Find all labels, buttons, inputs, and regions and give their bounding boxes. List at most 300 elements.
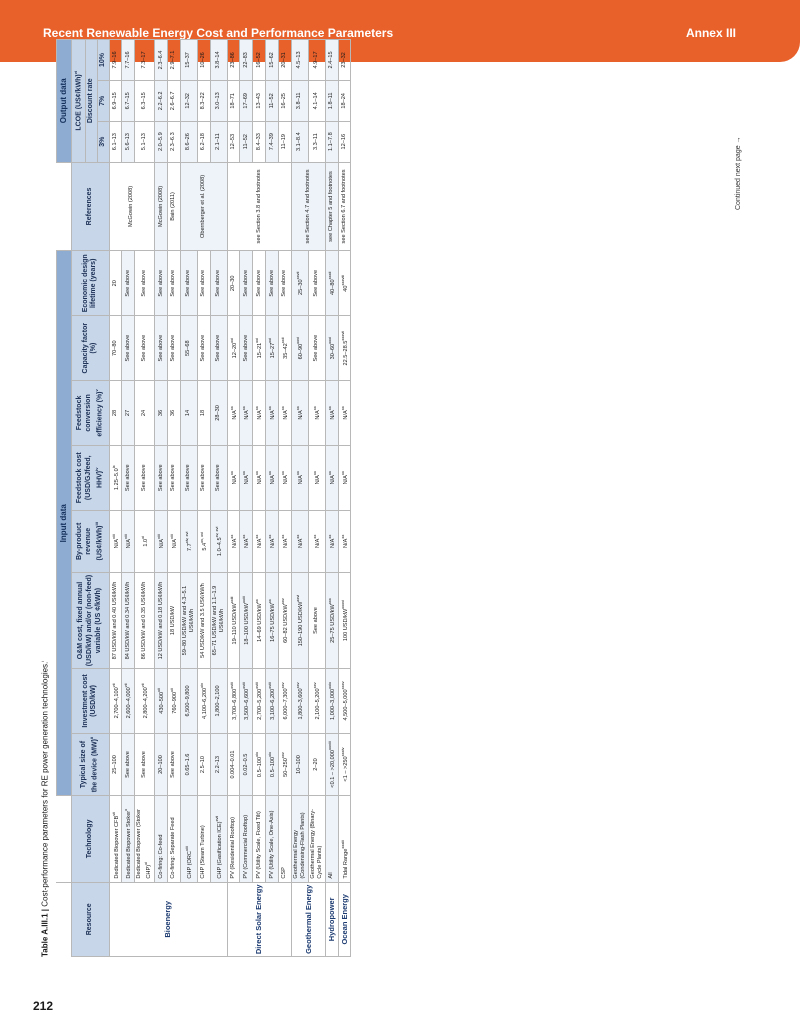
feedstock-cost-value: N/A — [329, 475, 336, 485]
investment-value: 4,500–5,000 — [342, 689, 349, 721]
lcoe-l3-cell: 6.2–18 — [197, 121, 210, 162]
resource-cell-bioenergy: Bioenergy — [109, 882, 227, 956]
byproduct-footnote: xx — [241, 534, 247, 539]
lcoe-l3-cell: 2.0–5.9 — [155, 121, 168, 162]
byproduct-value: N/A — [231, 538, 238, 548]
investment-value: 6,000–7,300 — [282, 688, 289, 720]
size-cell — [227, 733, 240, 795]
feedstock-cost-cell — [210, 445, 227, 510]
byproduct-cell — [266, 510, 279, 572]
capacity-cell — [338, 316, 351, 381]
investment-footnote: xviii — [241, 682, 247, 689]
feedstock-cost-value: See above — [200, 464, 207, 492]
byproduct-footnote: xv, xvi — [198, 532, 204, 543]
capacity-value: 55–68 — [185, 340, 192, 356]
size-cell — [291, 733, 308, 795]
efficiency-footnote: xx — [326, 406, 332, 411]
size-cell — [135, 733, 155, 795]
efficiency-footnote: xx — [267, 406, 273, 411]
om-cell — [122, 573, 135, 669]
capacity-value: See above — [200, 334, 207, 362]
resource-cell-solar: Direct Solar Energy — [227, 882, 291, 956]
lcoe-l3-cell: 7.4–39 — [266, 121, 279, 162]
col-lcoe — [72, 40, 86, 163]
lifetime-value: 25–30 — [297, 279, 304, 295]
technology-value: Dedicated Biopower (Stoker CHP) — [136, 808, 153, 879]
byproduct-value: N/A — [329, 538, 336, 548]
lcoe-l7-cell: 18–71 — [227, 80, 240, 121]
caption-label: Table A.III.1 | — [40, 908, 50, 957]
lcoe-l3-cell: 3.1–8.4 — [291, 121, 308, 162]
investment-cell — [227, 669, 240, 734]
investment-footnote: xiv — [198, 682, 204, 688]
lifetime-cell — [266, 251, 279, 316]
capacity-cell — [135, 316, 155, 381]
lifetime-value: 20–30 — [229, 275, 236, 292]
capacity-value: 15–27 — [269, 342, 276, 359]
investment-value: 3,100–6,200 — [269, 688, 276, 720]
capacity-footnote: xxvi — [294, 336, 300, 344]
technology-value: PV (Commercial Rooftop) — [242, 814, 249, 879]
lifetime-cell — [325, 251, 338, 316]
technology-cell — [210, 796, 227, 882]
lifetime-value: See above — [141, 269, 148, 297]
lcoe-l7-cell: 18–24 — [338, 80, 351, 121]
byproduct-cell — [278, 510, 291, 572]
technology-footnote: xvii — [213, 815, 219, 822]
om-cell — [210, 573, 227, 669]
byproduct-value: 1.0–4.5 — [216, 537, 223, 557]
size-cell — [266, 733, 279, 795]
om-footnote: xxiii — [228, 596, 234, 604]
byproduct-value: N/A — [297, 538, 304, 548]
feedstock-cost-footnote: xx — [228, 471, 234, 476]
lcoe-l10-cell: 23–86 — [227, 40, 240, 81]
om-value: 16–75 USD/kW — [269, 603, 276, 642]
capacity-value: 70–80 — [112, 340, 118, 356]
technology-cell — [266, 796, 279, 882]
size-value: 50–250 — [282, 758, 289, 777]
efficiency-cell — [338, 381, 351, 446]
efficiency-cell — [227, 381, 240, 446]
page-number: 212 — [33, 999, 54, 1013]
size-footnote: xix — [254, 751, 260, 757]
capacity-cell — [122, 316, 135, 381]
col-efficiency-label: Feedstock conversion efficiency (%) — [76, 391, 103, 437]
lcoe-l3-cell: 12–16 — [338, 121, 351, 162]
size-cell — [253, 733, 266, 795]
om-cell — [197, 573, 210, 669]
capacity-footnote: xxi — [228, 337, 234, 343]
efficiency-value: 27 — [124, 409, 131, 417]
feedstock-cost-footnote: ix — [110, 465, 116, 469]
feedstock-cost-footnote: xx — [326, 471, 332, 476]
lcoe-l3-cell: 11–19 — [278, 121, 291, 162]
technology-value: CHP (Gasification ICE) — [216, 821, 223, 879]
byproduct-footnote: xx — [339, 534, 345, 539]
investment-cell — [291, 669, 308, 734]
lcoe-l3-cell: 8.4–33 — [253, 121, 266, 162]
feedstock-cost-cell — [227, 445, 240, 510]
col-byproduct-mark: iii — [93, 522, 99, 526]
col-feedstock-cost — [72, 445, 110, 510]
capacity-cell — [109, 316, 122, 381]
cost-performance-table — [56, 39, 351, 957]
byproduct-footnote: viii — [156, 534, 162, 540]
feedstock-cost-cell — [155, 445, 168, 510]
efficiency-value: 36 — [170, 409, 177, 417]
byproduct-footnote: xx — [294, 534, 300, 539]
byproduct-cell — [109, 510, 122, 572]
investment-cell — [338, 669, 351, 734]
lcoe-l10-cell: 23–32 — [338, 40, 351, 81]
col-size-label: Typical size of the device (MW) — [80, 739, 99, 793]
capacity-cell — [155, 316, 168, 381]
feedstock-cost-value: N/A — [282, 475, 289, 485]
lifetime-value: See above — [215, 269, 222, 297]
size-footnote: xxxiv — [339, 747, 345, 757]
size-value: <1 – >250 — [342, 756, 349, 782]
om-footnote: xxvi — [294, 594, 300, 602]
lcoe-l7-cell: 11–52 — [266, 80, 279, 121]
om-value: 86 USD/kW and 0.35 US¢/kWh — [141, 581, 148, 660]
size-cell — [308, 733, 325, 795]
col-references: References — [72, 162, 110, 251]
lcoe-l10-cell: 15–62 — [266, 40, 279, 81]
efficiency-value: 36 — [157, 409, 164, 417]
feedstock-cost-footnote: xx — [279, 471, 285, 476]
lifetime-cell — [122, 251, 135, 316]
capacity-value: 22.5–28.5 — [342, 340, 349, 366]
efficiency-value: N/A — [314, 410, 321, 420]
feedstock-cost-value: See above — [141, 464, 148, 492]
col-byproduct — [72, 510, 110, 572]
technology-value: Geothermal Energy (Condensing-Flash Plants) — [292, 812, 306, 879]
feedstock-cost-value: N/A — [269, 475, 276, 485]
investment-value: 1,800–2,100 — [215, 685, 222, 717]
technology-footnote: x — [123, 808, 129, 811]
col-efficiency — [72, 381, 110, 446]
feedstock-cost-cell — [167, 445, 180, 510]
capacity-cell — [278, 316, 291, 381]
size-footnote: xxv — [279, 752, 285, 759]
byproduct-value: N/A — [171, 539, 178, 549]
investment-cell — [155, 669, 168, 734]
references-cell: see Section 3.8 and footnotes — [227, 162, 291, 251]
table-row — [155, 40, 168, 957]
size-footnote: xix — [267, 751, 273, 757]
investment-footnote: xii — [156, 688, 162, 692]
size-cell — [325, 733, 338, 795]
capacity-cell — [266, 316, 279, 381]
feedstock-cost-value: See above — [157, 464, 164, 492]
capacity-cell — [210, 316, 227, 381]
size-cell — [210, 733, 227, 795]
lifetime-value: See above — [185, 269, 192, 297]
investment-cell — [278, 669, 291, 734]
size-value: 0.5–100 — [269, 756, 276, 778]
references-cell: see Chapter 5 and footnotes — [325, 162, 338, 251]
lifetime-cell — [167, 251, 180, 316]
capacity-cell — [253, 316, 266, 381]
lifetime-cell — [227, 251, 240, 316]
lcoe-l10-cell: 10–26 — [197, 40, 210, 81]
references-cell: McGowin (2008) — [109, 162, 155, 251]
feedstock-cost-value: N/A — [342, 475, 349, 485]
lcoe-l10-cell: 22–83 — [240, 40, 253, 81]
corner-cell-2 — [57, 796, 72, 882]
header-title: Recent Renewable Energy Cost and Performance Parameters — [43, 26, 394, 40]
lcoe-l10-cell: 2.4–15 — [325, 40, 338, 81]
lcoe-l10-cell: 7.3–17 — [135, 40, 155, 81]
byproduct-value: N/A — [314, 538, 321, 548]
feedstock-cost-cell — [278, 445, 291, 510]
investment-footnote: vii — [110, 683, 116, 688]
col-efficiency-mark: v — [93, 389, 99, 392]
technology-value: PV (Utility Scale, Fixed Tilt) — [255, 811, 262, 879]
byproduct-cell — [227, 510, 240, 572]
efficiency-value: 14 — [185, 409, 192, 417]
technology-cell — [308, 796, 325, 882]
efficiency-cell — [180, 381, 197, 446]
efficiency-cell — [135, 381, 155, 446]
caption-footnote: i — [40, 660, 45, 662]
investment-cell — [167, 669, 180, 734]
byproduct-cell — [338, 510, 351, 572]
lcoe-l3-cell: 5.1–13 — [135, 121, 155, 162]
capacity-cell — [167, 316, 180, 381]
lifetime-cell — [278, 251, 291, 316]
references-cell: see Section 4.7 and footnotes — [291, 162, 325, 251]
feedstock-cost-value: 1.25–5.0 — [113, 468, 120, 491]
technology-cell — [180, 796, 197, 882]
technology-cell — [155, 796, 168, 882]
capacity-value: See above — [170, 334, 177, 362]
technology-footnote: vii — [110, 812, 116, 816]
lcoe-l3-cell: 2.3–6.3 — [167, 121, 180, 162]
corner-cell — [57, 882, 72, 956]
feedstock-cost-cell — [109, 445, 122, 510]
investment-value: 430–500 — [158, 691, 165, 714]
size-cell — [278, 733, 291, 795]
technology-cell — [227, 796, 240, 882]
capacity-footnote: xxxi — [326, 336, 332, 344]
table-row — [167, 40, 180, 957]
byproduct-cell — [308, 510, 325, 572]
capacity-value: See above — [242, 334, 249, 362]
om-value: 100 USD/kW — [342, 608, 349, 642]
lifetime-cell — [291, 251, 308, 316]
technology-footnote: xiii — [183, 846, 189, 852]
capacity-value: See above — [157, 334, 164, 362]
size-cell — [240, 733, 253, 795]
investment-cell — [210, 669, 227, 734]
efficiency-footnote: xx — [241, 406, 247, 411]
feedstock-cost-value: See above — [170, 464, 177, 492]
byproduct-footnote: xx — [326, 534, 332, 539]
capacity-value: See above — [124, 334, 131, 362]
byproduct-value: 7.7 — [186, 543, 193, 552]
feedstock-cost-cell — [253, 445, 266, 510]
om-footnote: xxx — [326, 598, 332, 605]
om-cell — [338, 573, 351, 669]
om-value: 25–75 USD/kW — [329, 604, 336, 643]
investment-value: 2,700–4,100 — [113, 687, 120, 719]
lifetime-value: See above — [124, 269, 131, 297]
col-feedstock-mark: iv — [93, 467, 99, 471]
lcoe-l7-cell: 1.8–11 — [325, 80, 338, 121]
col-lifetime: Economic design lifetime (years) — [72, 251, 110, 316]
technology-cell — [325, 796, 338, 882]
efficiency-cell — [253, 381, 266, 446]
investment-footnote: xii — [168, 688, 174, 692]
lifetime-cell — [135, 251, 155, 316]
investment-value: 1,800–3,600 — [297, 688, 304, 720]
om-cell — [253, 573, 266, 669]
investment-value: 760–900 — [171, 691, 178, 714]
efficiency-value: N/A — [231, 410, 238, 420]
byproduct-cell — [210, 510, 227, 572]
feedstock-cost-value: N/A — [257, 475, 264, 485]
technology-value: CSP — [281, 867, 288, 879]
lcoe-l10-cell: 7.7–16 — [122, 40, 135, 81]
feedstock-cost-cell — [240, 445, 253, 510]
size-cell — [109, 733, 122, 795]
lifetime-cell — [210, 251, 227, 316]
capacity-footnote: xxii — [279, 337, 285, 344]
feedstock-cost-footnote: xx — [311, 471, 317, 476]
capacity-cell — [308, 316, 325, 381]
capacity-cell — [291, 316, 308, 381]
byproduct-footnote: xv, xvi — [213, 526, 219, 538]
om-cell — [325, 573, 338, 669]
efficiency-footnote: xx — [279, 406, 285, 411]
capacity-cell — [227, 316, 240, 381]
table-row — [227, 40, 240, 957]
references-cell: Obernberger et al. (2008) — [180, 162, 227, 251]
col-investment: Investment cost (USD/kW) — [72, 669, 110, 734]
om-value: 18–100 USD/kW — [244, 603, 251, 645]
lifetime-footnote: xxxviii — [339, 274, 345, 286]
investment-value: 2,700–5,200 — [257, 688, 264, 720]
byproduct-footnote: xx — [311, 534, 317, 539]
om-cell — [109, 573, 122, 669]
byproduct-value: N/A — [257, 538, 264, 548]
technology-footnote: xi — [143, 862, 149, 865]
byproduct-cell — [197, 510, 210, 572]
feedstock-cost-footnote: xx — [254, 471, 260, 476]
investment-footnote: vii — [123, 683, 129, 688]
lcoe-l7-cell: 6.7–15 — [122, 80, 135, 121]
col-lcoe-mark: vi — [73, 70, 78, 75]
references-group-spacer — [57, 162, 72, 251]
lifetime-cell — [109, 251, 122, 316]
feedstock-cost-cell — [122, 445, 135, 510]
investment-cell — [253, 669, 266, 734]
size-cell — [122, 733, 135, 795]
col-size-mark: ii — [89, 736, 95, 739]
om-cell — [291, 573, 308, 669]
byproduct-value: 1.0 — [142, 538, 149, 547]
size-value: 0.5–100 — [257, 756, 264, 778]
byproduct-cell — [122, 510, 135, 572]
lcoe-l3-cell: 1.1–7.8 — [325, 121, 338, 162]
byproduct-footnote: xx — [267, 534, 273, 539]
lcoe-l7-cell: 12–32 — [180, 80, 197, 121]
capacity-value: 35–42 — [282, 343, 289, 359]
investment-footnote: xviii — [228, 682, 234, 689]
byproduct-cell — [291, 510, 308, 572]
efficiency-cell — [155, 381, 168, 446]
lcoe-l10-cell: 7.9–16 — [109, 40, 122, 81]
table-caption — [40, 661, 50, 957]
size-value: 0.02–0.5 — [242, 753, 249, 776]
efficiency-cell — [122, 381, 135, 446]
byproduct-cell — [135, 510, 155, 572]
references-cell: see Section 6.7 and footnotes — [338, 162, 351, 251]
capacity-value: 12–20 — [231, 342, 238, 359]
byproduct-footnote: xi — [139, 536, 145, 539]
lcoe-l3-cell: 6.1–13 — [109, 121, 122, 162]
om-value: 87 USD/kW and 0.40 US¢/kWh — [112, 581, 118, 660]
technology-footnote: xxxiii — [339, 839, 345, 849]
resource-cell-geothermal: Geothermal Energy — [291, 882, 325, 956]
technology-value: Geothermal Energy (Binary-Cycle Plants) — [309, 808, 323, 879]
om-cell — [240, 573, 253, 669]
size-value: See above — [141, 751, 148, 778]
feedstock-cost-cell — [308, 445, 325, 510]
lcoe-l3-cell: 2.1–11 — [210, 121, 227, 162]
efficiency-value: N/A — [269, 410, 276, 420]
feedstock-cost-footnote: xx — [339, 471, 345, 476]
om-value: See above — [313, 607, 320, 634]
lifetime-value: See above — [170, 269, 177, 297]
size-value: See above — [124, 751, 131, 778]
om-value: 60–82 USD/kW — [282, 604, 289, 643]
col-lcoe-label: LCOE (US¢/kWh) — [75, 74, 83, 131]
byproduct-cell — [180, 510, 197, 572]
lcoe-l3-cell: 5.6–13 — [122, 121, 135, 162]
om-value: 19–110 USD/kW — [231, 603, 238, 645]
om-value: 150–190 USD/kW — [297, 601, 304, 647]
technology-cell — [278, 796, 291, 882]
efficiency-cell — [325, 381, 338, 446]
technology-cell — [338, 796, 351, 882]
size-value: See above — [170, 751, 177, 778]
feedstock-cost-footnote: xx — [241, 471, 247, 476]
lifetime-value: 40 — [342, 285, 349, 292]
capacity-value: 30–60 — [329, 343, 336, 360]
capacity-cell — [180, 316, 197, 381]
efficiency-cell — [278, 381, 291, 446]
feedstock-cost-value: N/A — [314, 475, 321, 485]
lcoe-l3-cell: 8.6–26 — [180, 121, 197, 162]
byproduct-value: N/A — [158, 539, 165, 549]
investment-cell — [109, 669, 122, 734]
om-footnote: xx — [254, 599, 260, 604]
efficiency-footnote: xx — [311, 406, 317, 411]
lifetime-footnote: xxxii — [326, 271, 332, 280]
capacity-footnote: xxxvii — [339, 330, 345, 341]
technology-value: Dedicated Biopower CFB — [113, 815, 120, 879]
input-data-group: Input data — [57, 251, 72, 796]
feedstock-cost-value: See above — [215, 464, 222, 492]
table-row — [338, 40, 351, 957]
capacity-cell — [240, 316, 253, 381]
byproduct-value: N/A — [244, 538, 251, 548]
om-cell — [266, 573, 279, 669]
efficiency-value: N/A — [297, 410, 304, 420]
